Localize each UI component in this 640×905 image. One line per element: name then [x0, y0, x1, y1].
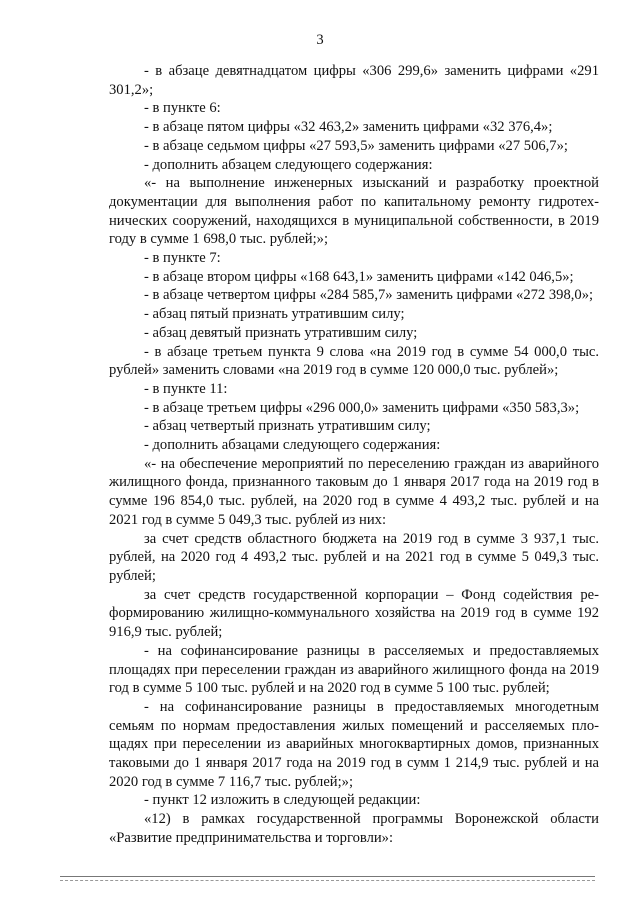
- page-number: 3: [316, 32, 324, 48]
- paragraph: - в абзаце втором цифры «168 643,1» заменить цифрами «142 046,5»;: [144, 268, 574, 285]
- paragraph: - в абзаце девятнадцатом цифры «306 299,6» заменить цифрами «291 301,2»;: [109, 63, 599, 98]
- paragraph: - на софинансирование разницы в предоставляемых многодетным семьям по нормам предоставления жилых помещений и расселяемых площадях при переселении из аварийных многоквартирных домов, признанных таковыми до 1 января 2017 года на 2019 год в сумм 1 214,9 тыс. рублей и на 2020 год в сумме 7 116,7 тыс. рублей;»;: [109, 698, 599, 790]
- paragraph: - в пункте 11:: [144, 380, 228, 397]
- paragraph: за счет средств областного бюджета на 2019 год в сумме 3 937,1 тыс. рублей, на 2020 год 4 493,2 тыс. рублей и на 2021 год в сумме 5 049,3 тыс. рублей;: [109, 530, 599, 584]
- paragraph: - дополнить абзацами следующего содержания:: [144, 437, 441, 454]
- paragraph: - пункт 12 изложить в следующей редакции:: [144, 792, 421, 809]
- footer-rule: [60, 876, 595, 877]
- paragraph: за счет средств государственной корпорации – Фонд содействия реформированию жилищно-коммунального хозяйства на 2019 год в сумме 192 916,9 тыс. рублей;: [109, 586, 599, 641]
- paragraph: - дополнить абзацем следующего содержания:: [144, 156, 433, 173]
- paragraph: «12) в рамках государственной программы Воронежской области «Развитие предпринимательства и торговли»:: [109, 811, 599, 846]
- footer-rule-secondary: [60, 880, 595, 881]
- paragraph: - в пункте 7:: [144, 250, 221, 267]
- paragraph: - на софинансирование разницы в расселяемых и предоставляемых площадях при переселении граждан из аварийного жилищного фонда на 2019 год в сумме 5 100 тыс. рублей и на 2020 год в сумме 5 100 тыс. рублей;: [109, 642, 599, 697]
- paragraph: - абзац пятый признать утратившим силу;: [144, 306, 405, 323]
- paragraph: - в абзаце седьмом цифры «27 593,5» заменить цифрами «27 506,7»;: [144, 137, 568, 154]
- paragraph: «- на обеспечение мероприятий по переселению граждан из аварийного жилищного фонда, признанного таковым до 1 января 2017 года на 2019 год в сумме 196 854,0 тыс. рублей, на 2020 год в сумме 4 493,2 тыс. рублей и на 2021 год в сумме 5 049,3 тыс. рублей из них:: [109, 455, 599, 528]
- paragraph: - в абзаце третьем пункта 9 слова «на 2019 год в сумме 54 000,0 тыс. рублей» заменить словами «на 2019 год в сумме 120 000,0 тыс. рублей»;: [109, 343, 599, 379]
- paragraph: - в абзаце четвертом цифры «284 585,7» заменить цифрами «272 398,0»;: [144, 287, 594, 304]
- paragraph: - в пункте 6:: [144, 100, 221, 117]
- paragraph: - абзац девятый признать утратившим силу;: [144, 324, 418, 341]
- document-body: [109, 62, 599, 848]
- paragraph: - в абзаце третьем цифры «296 000,0» заменить цифрами «350 583,3»;: [144, 399, 580, 416]
- paragraph: - в абзаце пятом цифры «32 463,2» заменить цифрами «32 376,4»;: [144, 119, 553, 136]
- paragraph: - абзац четвертый признать утратившим силу;: [144, 418, 431, 435]
- paragraph: «- на выполнение инженерных изысканий и разработку проектной документации для выполнения работ по капитальному ремонту гидротехнических сооружений, находящихся в муниципальной собственности, в 2019 году в сумме 1 698,0 тыс. рублей;»;: [109, 175, 599, 248]
